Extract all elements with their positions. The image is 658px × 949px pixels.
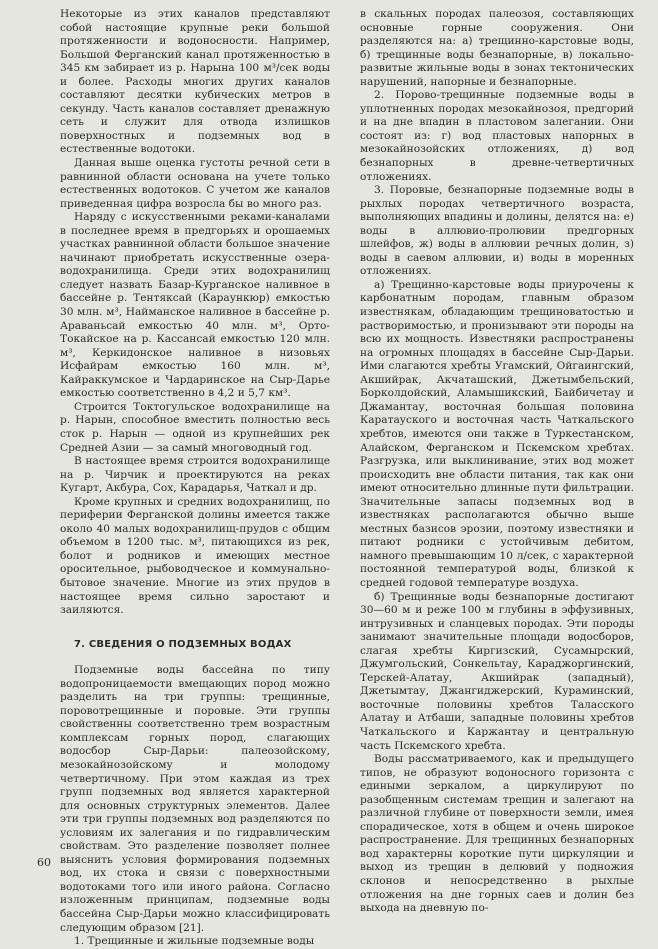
paragraph: Кроме крупных и средних водохранилищ, по периферии Ферганской долины имеется также около 40 малых водохранилищ-прудов с общим объемом в 1200 тыс. м³, питающихся из рек, болот и родников и имеющих местное оросительное, рыбоводческое и коммунально-бытовое значение. Многие из этих прудов в настоящее время сильно заростают и заиляются. (60, 495, 330, 617)
paragraph: Подземные воды бассейна по типу водопроницаемости вмещающих пород можно разделить на три группы: трещинные, поровотрещинные и поровые. Эти группы свойственны соответственно трем возрастным комплексам горных пород, слагающих водосбор Сыр-Дарьи: палеозойскому, мезокайнозойскому и молодому четвертичному. При этом каждая из трех групп подземных вод является характерной для основных структурных элементов. Далее эти три группы подземных вод разделяются по условиям их залегания и по гидравлическим свойствам. Это разделение позволяет полнее выяснить условия формирования подземных вод, их стока и связи с поверхностными водотоками того или иного района. Согласно изложенным принципам, подземные воды бассейна Сыр-Дарьи можно классифицировать следующим образом [21]. (60, 664, 330, 934)
left-column (60, 8, 330, 949)
paragraph: В настоящее время строится водохранилище на р. Чирчик и проектируются на реках Кугарт, Акбура, Сох, Карадарья, Чаткал и др. (60, 455, 330, 495)
right-column (360, 8, 634, 916)
paragraph: в скальных породах палеозоя, составляющих основные горные сооружения. Они разделяются на: а) трещинно-карстовые воды, б) трещинные воды безнапорные, в) локально-развитые жильные воды в зонах тектонических нарушений, напорные и безнапорные. (360, 8, 634, 88)
paragraph: 3. Поровые, безнапорные подземные воды в рыхлых породах четвертичного возраста, выполняющих впадины и долины, делятся на: е) воды в аллювио-пролювии предгорных шлейфов, ж) воды в аллювии речных долин, з) воды в саевом аллювии, и) воды в моренных отложениях. (360, 184, 634, 278)
paragraph: Некоторые из этих каналов представляют собой настоящие крупные реки большой протяженности и водоносности. Например, Большой Ферганский канал протяженностью в 345 км забирает из р. Нарына 100 м³/сек воды и более. Расходы многих других каналов составляют десятки кубических метров в секунду. Часть каналов составляет дренажную сеть и служит для отвода излишков поверхностных и подземных вод в естественные водотоки. (60, 8, 330, 156)
paragraph: 1. Трещинные и жильные подземные воды (74, 935, 315, 948)
paragraph: Воды рассматриваемого, как и предыдущего типов, не образуют водоносного горизонта с едиными зеркалом, а циркулируют по разобщенным системам трещин и залегают на различной глубине от поверхности земли, имея спорадическое, хотя в общем и очень широкое распространение. Для трещинных безнапорных вод характерны короткие пути циркуляции и выход из трещин в делювий у подножия склонов и непосредственно в рыхлые отложения на дне горных саев и долин без выхода на дневную по- (360, 753, 634, 915)
paragraph: Данная выше оценка густоты речной сети в равнинной области основана на учете только естественных водотоков. С учетом же каналов приведенная цифра возросла бы во много раз. (60, 157, 330, 210)
paragraph: Наряду с искусственными реками-каналами в последнее время в предгорьях и орошаемых участках равнинной области большое значение начинают приобретать искусственные озера-водохранилища. Среди этих водохранилищ следует назвать Базар-Курганское наливное в бассейне р. Тентяксай (Караункюр) емкостью 30 млн. м³, Наймaнское наливное в бассейне р. Араваньсай емкостью 40 млн. м³, Орто-Токайское на р. Кассансай емкостью 120 млн. м³, Керкидонское наливное в низовьях Исфайрам емкостью 160 млн. м³, Кайраккумское и Чардаринское на Сыр-Дарье емкостью соответственно в 4,2 и 5,7 км³. (60, 211, 330, 400)
paragraph: Строится Токтогульское водохранилище на р. Нарын, способное вместить полностью весь сток р. Нарын — одной из крупнейших рек Средней Азии — за самый многоводный год. (60, 400, 330, 454)
section-heading: 7. СВЕДЕНИЯ О ПОДЗЕМНЫХ ВОДАХ (74, 638, 292, 650)
page-number: 60 (37, 856, 51, 869)
paragraph: б) Трещинные воды безнапорные достигают 30—60 м и реже 100 м глубины в эффузивных, интрузивных и сланцевых породах. Эти породы занимают значительные площади водосборов, слагая хребты Киргизский, Сусамырский, Джумгольский, Сонкельтау, Караджоргинский, Терскей-Алатау, Акшийрак (западный), Джетымтау, Джангиджерский, Кураминский, восточные половины хребтов Таласского Алатау и Атбаши, западные половины хребтов Чаткальского и Каржантау и центральную часть Пскемского хребта. (360, 590, 634, 752)
paragraph: а) Трещинно-карстовые воды приурочены к карбонатным породам, главным образом известнякам, обладающим трещиноватостью и растворимостью, и пронизывают эти породы на всю их мощность. Известняки распространены на огромных площадях в бассейне Сыр-Дарьи. Ими слагаются хребты Угамский, Ойгаингский, Акшийрак, Акчаташский, Джетымбельский, Борколдойский, Аламышикский, Байбичетау и Джамантау, восточная большая половина Каратауского и восточная часть Чаткальского хребтов, имеются они также в Туркестанском, Алайском, Ферганском и Пскемском хребтах. Разгрузка, или выклинивание, этих вод может происходить вне области питания, так как они имеют относительно длинные пути фильтрации. Значительные запасы подземных вод в известняках располагаются обычно выше местных базисов эрозии, поэтому известняки и питают родники с устойчивым дебитом, намного превышающим 10 л/сек, с характерной постоянной температурой воды, близкой к средней годовой температуре воздуха. (360, 278, 634, 589)
paragraph: 2. Порово-трещинные подземные воды в уплотненных породах мезокайнозоя, предгорий и на дне впадин в пластовом залегании. Они состоят из: г) вод пластовых напорных в мезокайнозойских отложениях, д) вод безнапорных в древне-четвертичных отложениях. (360, 89, 634, 183)
